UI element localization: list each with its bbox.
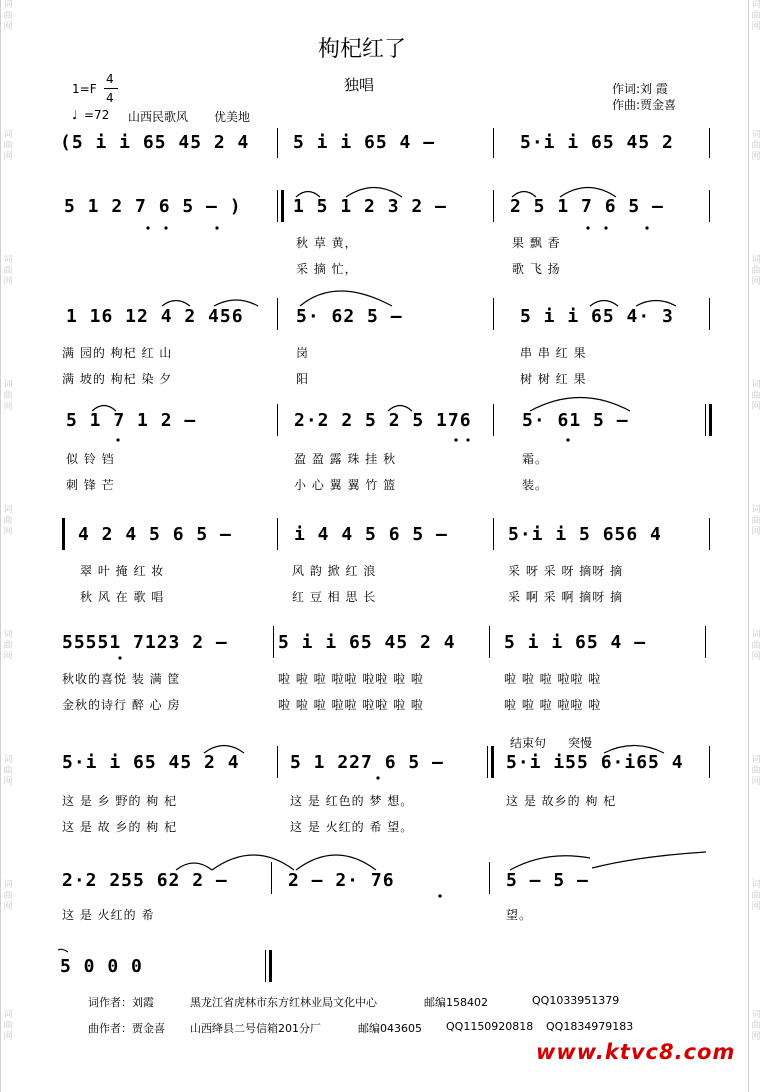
lyric-line: 啦 啦 啦 啦啦 啦	[504, 672, 602, 686]
mood-mark: 优美地	[214, 110, 251, 124]
lyric-line: 果 飘 香	[512, 236, 561, 250]
slur	[300, 291, 392, 306]
slur	[346, 188, 402, 198]
octave-dot	[566, 438, 569, 441]
lyric-line: 歌 飞 扬	[512, 262, 561, 276]
footer-composer-zip: 邮编043605	[358, 1022, 422, 1035]
footer-lyricist-org: 黑龙江省虎林市东方红林业局文化中心	[190, 996, 377, 1009]
site-logo: www.ktvc8.com	[536, 1040, 736, 1064]
slur	[530, 398, 630, 412]
measure-notes: 4 2 4 5 6 5 –	[78, 524, 232, 545]
lyric-line: 岗	[296, 346, 310, 360]
lyric-line: 望。	[506, 908, 533, 922]
octave-dot	[376, 776, 379, 779]
lyric-line: 采 啊 采 啊 摘呀 摘	[508, 590, 624, 604]
measure-notes: (5 i i 65 45 2 4	[60, 132, 250, 153]
slur	[512, 192, 536, 198]
style-mark: 山西民歌风	[128, 110, 189, 124]
measure-notes: 2·2 255 62 2 –	[62, 870, 228, 891]
lyric-line: 秋 风 在 歌 唱	[80, 590, 165, 604]
song-title: 枸杞红了	[318, 37, 407, 62]
watermark-text: 词曲网	[751, 0, 761, 32]
octave-dot	[116, 438, 119, 441]
time-signature-top: 4	[106, 72, 114, 86]
measure-notes: 5·i i 65 45 2	[520, 132, 674, 153]
lyric-line: 啦 啦 啦 啦啦 啦啦 啦 啦	[278, 672, 424, 686]
watermark-text: 词曲网	[751, 630, 761, 662]
octave-dot	[164, 226, 167, 229]
watermark-text: 词曲网	[751, 130, 761, 162]
time-signature-bottom: 4	[106, 91, 114, 105]
watermark-text: 词曲网	[751, 380, 761, 412]
octave-dot	[586, 226, 589, 229]
footer-lyricist-zip: 邮编158402	[424, 996, 488, 1009]
measure-notes: 5·i i 65 45 2 4	[62, 752, 240, 773]
lyric-line: 这 是 火红的 希	[62, 908, 155, 922]
measure-notes: 2 – 2· 76	[288, 870, 395, 891]
key-signature: 1=F	[72, 82, 97, 96]
watermark-text: 词曲网	[751, 255, 761, 287]
lyric-line: 刺 锋 芒	[66, 478, 115, 492]
lyric-line: 树 树 红 果	[520, 372, 587, 386]
tempo-mark: =72	[84, 108, 110, 122]
measure-notes: 5 0 0 0	[60, 956, 143, 977]
lyric-line: 红 豆 相 思 长	[292, 590, 377, 604]
footer-composer-qq: QQ1834979183	[546, 1020, 634, 1033]
measure-notes: 55551 7123 2 –	[62, 632, 228, 653]
measure-notes: 5 1 227 6 5 –	[290, 752, 444, 773]
lyric-line: 这 是 故乡的 枸 杞	[506, 794, 617, 808]
ending-label: 结束句	[510, 736, 547, 750]
slur	[604, 746, 664, 754]
slur	[636, 301, 676, 307]
measure-notes: 5· 61 5 –	[522, 410, 629, 431]
lyric-line: 似 铃 铛	[66, 452, 115, 466]
octave-dot	[438, 894, 441, 897]
footer-composer: 曲作者：贾金喜	[88, 1022, 165, 1035]
watermark-text: 词曲网	[3, 1010, 13, 1042]
lyric-line: 小 心 翼 翼 竹 篮	[294, 478, 397, 492]
watermark-text: 词曲网	[3, 0, 13, 32]
watermark-text: 词曲网	[3, 380, 13, 412]
lyric-line: 秋 草 黄，	[296, 236, 358, 250]
slur	[296, 855, 376, 870]
footer-composer-org: 山西绛县二号信箱201分厂	[190, 1022, 321, 1035]
lyric-line: 这 是 红色的 梦 想。	[290, 794, 414, 808]
measure-notes: 5 1 7 1 2 –	[66, 410, 197, 431]
watermark-text: 词曲网	[751, 505, 761, 537]
watermark-text: 词曲网	[3, 130, 13, 162]
lyric-line: 这 是 故 乡的 枸 杞	[62, 820, 178, 834]
measure-notes: 5 – 5 –	[506, 870, 589, 891]
composer-credit: 作曲:贾金喜	[612, 98, 677, 112]
measure-notes: 1 5 1 2 3 2 –	[293, 196, 447, 217]
slur	[212, 855, 294, 870]
quarter-note-icon: ♩	[72, 108, 78, 122]
measure-notes: 1 16 12 4 2 456	[66, 306, 244, 327]
lyric-line: 串 串 红 果	[520, 346, 587, 360]
slur	[590, 301, 618, 307]
octave-dot	[118, 656, 121, 659]
measure-notes: 5 i i 65 4 –	[293, 132, 436, 153]
measure-notes: 5 i i 65 4· 3	[520, 306, 674, 327]
watermark-text: 词曲网	[3, 880, 13, 912]
lyric-line: 采 摘 忙，	[296, 262, 358, 276]
watermark-text: 词曲网	[751, 1010, 761, 1042]
watermark-text: 词曲网	[751, 755, 761, 787]
lyricist-credit: 作词:刘 霞	[612, 82, 668, 96]
lyric-line: 啦 啦 啦 啦啦 啦	[504, 698, 602, 712]
measure-notes: 5· 62 5 –	[296, 306, 403, 327]
slur	[162, 301, 190, 307]
octave-dot	[215, 226, 218, 229]
slur	[560, 188, 616, 198]
octave-dot	[604, 226, 607, 229]
watermark-text: 词曲网	[3, 755, 13, 787]
slur	[92, 406, 116, 412]
lyric-line: 这 是 火红的 希 望。	[290, 820, 414, 834]
lyric-line: 满 坡的 枸杞 染 夕	[62, 372, 173, 386]
lyric-line: 霜。	[522, 452, 549, 466]
watermark-text: 词曲网	[3, 630, 13, 662]
lyric-line: 啦 啦 啦 啦啦 啦啦 啦 啦	[278, 698, 424, 712]
lyric-line: 阳	[296, 372, 310, 386]
slur	[214, 300, 258, 306]
measure-notes: 5 i i 65 4 –	[504, 632, 647, 653]
ending-tempo: 突慢	[568, 736, 593, 750]
slur	[388, 406, 412, 412]
footer-lyricist: 词作者：刘霞	[88, 996, 154, 1009]
octave-dot	[466, 438, 469, 441]
octave-dot	[454, 438, 457, 441]
measure-notes: 5 1 2 7 6 5 – )	[64, 196, 242, 217]
measure-notes: 2 5 1 7 6 5 –	[510, 196, 664, 217]
slur	[296, 192, 320, 198]
measure-notes: 5·i i 5 656 4	[508, 524, 662, 545]
song-subtitle: 独唱	[344, 76, 375, 94]
octave-dot	[146, 226, 149, 229]
octave-dot	[645, 226, 648, 229]
footer-composer-qq: QQ1150920818	[446, 1020, 534, 1033]
measure-notes: i 4 4 5 6 5 –	[294, 524, 448, 545]
lyric-line: 盈 盈 露 珠 挂 秋	[294, 452, 397, 466]
watermark-text: 词曲网	[3, 505, 13, 537]
lyric-line: 金秋的诗行 醉 心 房	[62, 698, 181, 712]
lyric-line: 这 是 乡 野的 枸 杞	[62, 794, 178, 808]
lyric-line: 翠 叶 掩 红 妆	[80, 564, 165, 578]
lyric-line: 秋收的喜悦 装 满 筐	[62, 672, 181, 686]
measure-notes: 5·i i55 6·i65 4	[506, 752, 684, 773]
lyric-line: 装。	[522, 478, 549, 492]
measure-notes: 5 i i 65 45 2 4	[278, 632, 456, 653]
measure-notes: 2·2 2 5 2 5 176	[294, 410, 472, 431]
slur	[592, 852, 706, 868]
watermark-text: 词曲网	[3, 255, 13, 287]
footer-lyricist-qq: QQ1033951379	[532, 994, 620, 1007]
slur	[176, 863, 212, 870]
slur	[204, 746, 244, 754]
slur	[510, 856, 590, 870]
lyric-line: 满 园的 枸杞 红 山	[62, 346, 173, 360]
slur	[58, 949, 68, 952]
lyric-line: 风 韵 掀 红 浪	[292, 564, 377, 578]
watermark-text: 词曲网	[751, 880, 761, 912]
lyric-line: 采 呀 采 呀 摘呀 摘	[508, 564, 624, 578]
